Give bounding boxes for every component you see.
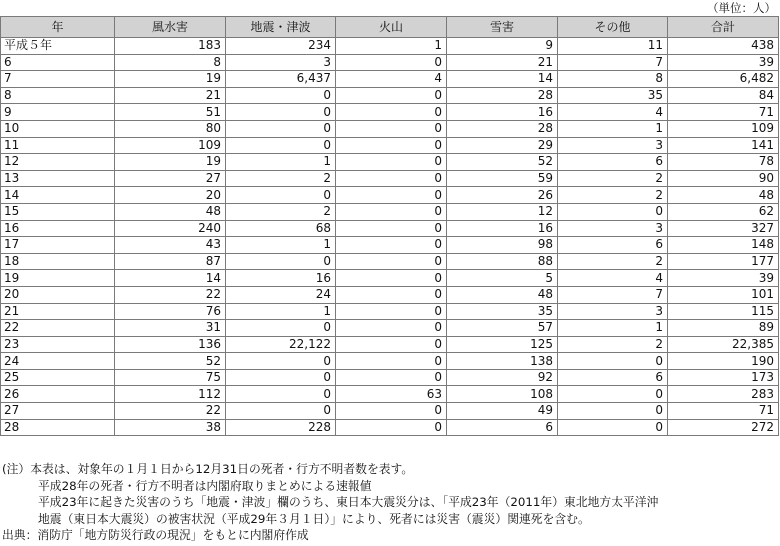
table-row (1, 386, 779, 403)
snow-cell: 59 (447, 170, 558, 187)
year-cell: 平成５年 (1, 38, 115, 55)
other-cell: 6 (558, 237, 668, 254)
earthquake-cell: 0 (226, 137, 336, 154)
header-flood: 風水害 (115, 17, 226, 38)
volcano-cell: 0 (336, 137, 447, 154)
flood-cell: 19 (115, 71, 226, 88)
volcano-cell: 0 (336, 237, 447, 254)
snow-cell: 6 (447, 419, 558, 436)
other-cell: 3 (558, 137, 668, 154)
other-cell: 0 (558, 386, 668, 403)
snow-cell: 108 (447, 386, 558, 403)
table-row (1, 220, 779, 237)
flood-cell: 183 (115, 38, 226, 55)
snow-cell: 16 (447, 220, 558, 237)
snow-cell: 21 (447, 54, 558, 71)
volcano-cell: 0 (336, 419, 447, 436)
snow-cell: 12 (447, 203, 558, 220)
earthquake-cell: 16 (226, 270, 336, 287)
other-cell: 8 (558, 71, 668, 88)
other-cell: 0 (558, 403, 668, 420)
earthquake-cell: 0 (226, 187, 336, 204)
total-cell: 6,482 (668, 71, 779, 88)
volcano-cell: 0 (336, 303, 447, 320)
year-cell: 17 (1, 237, 115, 254)
snow-cell: 26 (447, 187, 558, 204)
other-cell: 7 (558, 286, 668, 303)
table-row (1, 353, 779, 370)
year-cell: 6 (1, 54, 115, 71)
flood-cell: 22 (115, 403, 226, 420)
flood-cell: 20 (115, 187, 226, 204)
other-cell: 0 (558, 419, 668, 436)
volcano-cell: 0 (336, 253, 447, 270)
year-cell: 14 (1, 187, 115, 204)
earthquake-cell: 1 (226, 303, 336, 320)
earthquake-cell: 234 (226, 38, 336, 55)
table-row (1, 303, 779, 320)
total-cell: 48 (668, 187, 779, 204)
header-total: 合計 (668, 17, 779, 38)
flood-cell: 80 (115, 120, 226, 137)
earthquake-cell: 22,122 (226, 336, 336, 353)
earthquake-cell: 0 (226, 120, 336, 137)
year-cell: 7 (1, 71, 115, 88)
volcano-cell: 0 (336, 104, 447, 121)
snow-cell: 138 (447, 353, 558, 370)
table-row (1, 71, 779, 88)
table-row (1, 286, 779, 303)
total-cell: 190 (668, 353, 779, 370)
table-row (1, 253, 779, 270)
header-earthquake: 地震・津波 (226, 17, 336, 38)
volcano-cell: 0 (336, 369, 447, 386)
earthquake-cell: 0 (226, 369, 336, 386)
flood-cell: 31 (115, 320, 226, 337)
total-cell: 109 (668, 120, 779, 137)
snow-cell: 28 (447, 87, 558, 104)
total-cell: 272 (668, 419, 779, 436)
earthquake-cell: 0 (226, 87, 336, 104)
other-cell: 11 (558, 38, 668, 55)
other-cell: 7 (558, 54, 668, 71)
total-cell: 90 (668, 170, 779, 187)
snow-cell: 35 (447, 303, 558, 320)
volcano-cell: 63 (336, 386, 447, 403)
flood-cell: 51 (115, 104, 226, 121)
table-row (1, 187, 779, 204)
earthquake-cell: 68 (226, 220, 336, 237)
table-row (1, 87, 779, 104)
table-row (1, 237, 779, 254)
total-cell: 101 (668, 286, 779, 303)
total-cell: 39 (668, 54, 779, 71)
total-cell: 39 (668, 270, 779, 287)
note-line: 平成23年に起きた災害のうち「地震・津波」欄のうち、東日本大震災分は、「平成23年（2011年）東北地方太平洋沖 (38, 495, 659, 510)
other-cell: 2 (558, 336, 668, 353)
earthquake-cell: 3 (226, 54, 336, 71)
year-cell: 26 (1, 386, 115, 403)
total-cell: 22,385 (668, 336, 779, 353)
year-cell: 24 (1, 353, 115, 370)
table-row (1, 38, 779, 55)
other-cell: 35 (558, 87, 668, 104)
flood-cell: 14 (115, 270, 226, 287)
other-cell: 1 (558, 120, 668, 137)
volcano-cell: 0 (336, 170, 447, 187)
earthquake-cell: 0 (226, 403, 336, 420)
other-cell: 1 (558, 320, 668, 337)
volcano-cell: 0 (336, 353, 447, 370)
earthquake-cell: 0 (226, 320, 336, 337)
other-cell: 3 (558, 303, 668, 320)
note-line: 平成28年の死者・行方不明者は内閣府取りまとめによる速報値 (38, 478, 372, 493)
total-cell: 177 (668, 253, 779, 270)
flood-cell: 76 (115, 303, 226, 320)
volcano-cell: 0 (336, 203, 447, 220)
total-cell: 89 (668, 320, 779, 337)
volcano-cell: 1 (336, 38, 447, 55)
total-cell: 438 (668, 38, 779, 55)
other-cell: 0 (558, 353, 668, 370)
flood-cell: 136 (115, 336, 226, 353)
other-cell: 2 (558, 170, 668, 187)
year-cell: 28 (1, 419, 115, 436)
flood-cell: 87 (115, 253, 226, 270)
other-cell: 2 (558, 253, 668, 270)
total-cell: 141 (668, 137, 779, 154)
flood-cell: 22 (115, 286, 226, 303)
flood-cell: 75 (115, 369, 226, 386)
year-cell: 23 (1, 336, 115, 353)
header-volcano: 火山 (336, 17, 447, 38)
table-row (1, 270, 779, 287)
total-cell: 84 (668, 87, 779, 104)
snow-cell: 125 (447, 336, 558, 353)
year-cell: 8 (1, 87, 115, 104)
table-row (1, 104, 779, 121)
table-row (1, 419, 779, 436)
year-cell: 20 (1, 286, 115, 303)
flood-cell: 52 (115, 353, 226, 370)
snow-cell: 29 (447, 137, 558, 154)
earthquake-cell: 6,437 (226, 71, 336, 88)
other-cell: 0 (558, 203, 668, 220)
flood-cell: 112 (115, 386, 226, 403)
table-row (1, 154, 779, 171)
other-cell: 4 (558, 104, 668, 121)
table-row (1, 320, 779, 337)
table-row (1, 170, 779, 187)
total-cell: 283 (668, 386, 779, 403)
volcano-cell: 0 (336, 336, 447, 353)
table-row (1, 369, 779, 386)
volcano-cell: 0 (336, 154, 447, 171)
snow-cell: 48 (447, 286, 558, 303)
note-line: (注）本表は、対象年の１月１日から12月31日の死者・行方不明者数を表す。 (2, 462, 414, 476)
total-cell: 115 (668, 303, 779, 320)
snow-cell: 88 (447, 253, 558, 270)
table-row (1, 403, 779, 420)
year-cell: 25 (1, 369, 115, 386)
earthquake-cell: 1 (226, 237, 336, 254)
table-row (1, 54, 779, 71)
note-line: 地震（東日本大震災）の被害状況（平成29年３月１日）」により、死者には災害（震災）関連死を含む。 (38, 511, 590, 526)
volcano-cell: 0 (336, 54, 447, 71)
snow-cell: 16 (447, 104, 558, 121)
volcano-cell: 0 (336, 286, 447, 303)
flood-cell: 8 (115, 54, 226, 71)
header-other: その他 (558, 17, 668, 38)
volcano-cell: 0 (336, 270, 447, 287)
volcano-cell: 0 (336, 320, 447, 337)
flood-cell: 48 (115, 203, 226, 220)
earthquake-cell: 1 (226, 154, 336, 171)
snow-cell: 57 (447, 320, 558, 337)
table-body (1, 38, 779, 436)
earthquake-cell: 0 (226, 253, 336, 270)
flood-cell: 240 (115, 220, 226, 237)
year-cell: 21 (1, 303, 115, 320)
header-row (1, 17, 779, 38)
table-row (1, 203, 779, 220)
header-snow: 雪害 (447, 17, 558, 38)
snow-cell: 5 (447, 270, 558, 287)
total-cell: 148 (668, 237, 779, 254)
flood-cell: 43 (115, 237, 226, 254)
table-row (1, 137, 779, 154)
snow-cell: 49 (447, 403, 558, 420)
casualties-table (0, 16, 779, 436)
total-cell: 78 (668, 154, 779, 171)
header-year: 年 (1, 17, 115, 38)
volcano-cell: 0 (336, 403, 447, 420)
notes-block (2, 461, 778, 544)
earthquake-cell: 2 (226, 170, 336, 187)
earthquake-cell: 0 (226, 104, 336, 121)
flood-cell: 27 (115, 170, 226, 187)
year-cell: 10 (1, 120, 115, 137)
earthquake-cell: 2 (226, 203, 336, 220)
earthquake-cell: 0 (226, 353, 336, 370)
volcano-cell: 0 (336, 220, 447, 237)
other-cell: 2 (558, 187, 668, 204)
total-cell: 71 (668, 104, 779, 121)
volcano-cell: 0 (336, 87, 447, 104)
snow-cell: 98 (447, 237, 558, 254)
snow-cell: 52 (447, 154, 558, 171)
other-cell: 6 (558, 154, 668, 171)
year-cell: 27 (1, 403, 115, 420)
year-cell: 9 (1, 104, 115, 121)
other-cell: 4 (558, 270, 668, 287)
total-cell: 62 (668, 203, 779, 220)
table-row (1, 336, 779, 353)
total-cell: 173 (668, 369, 779, 386)
earthquake-cell: 228 (226, 419, 336, 436)
year-cell: 22 (1, 320, 115, 337)
other-cell: 6 (558, 369, 668, 386)
other-cell: 3 (558, 220, 668, 237)
flood-cell: 109 (115, 137, 226, 154)
year-cell: 12 (1, 154, 115, 171)
flood-cell: 21 (115, 87, 226, 104)
snow-cell: 28 (447, 120, 558, 137)
earthquake-cell: 0 (226, 386, 336, 403)
total-cell: 327 (668, 220, 779, 237)
snow-cell: 9 (447, 38, 558, 55)
year-cell: 13 (1, 170, 115, 187)
unit-label: （単位：人） (707, 1, 776, 15)
flood-cell: 38 (115, 419, 226, 436)
flood-cell: 19 (115, 154, 226, 171)
year-cell: 19 (1, 270, 115, 287)
source-line: 出典：消防庁「地方防災行政の現況」をもとに内閣府作成 (2, 528, 309, 543)
year-cell: 16 (1, 220, 115, 237)
year-cell: 11 (1, 137, 115, 154)
volcano-cell: 4 (336, 71, 447, 88)
snow-cell: 14 (447, 71, 558, 88)
volcano-cell: 0 (336, 120, 447, 137)
year-cell: 15 (1, 203, 115, 220)
table-row (1, 120, 779, 137)
year-cell: 18 (1, 253, 115, 270)
volcano-cell: 0 (336, 187, 447, 204)
earthquake-cell: 24 (226, 286, 336, 303)
snow-cell: 92 (447, 369, 558, 386)
total-cell: 71 (668, 403, 779, 420)
